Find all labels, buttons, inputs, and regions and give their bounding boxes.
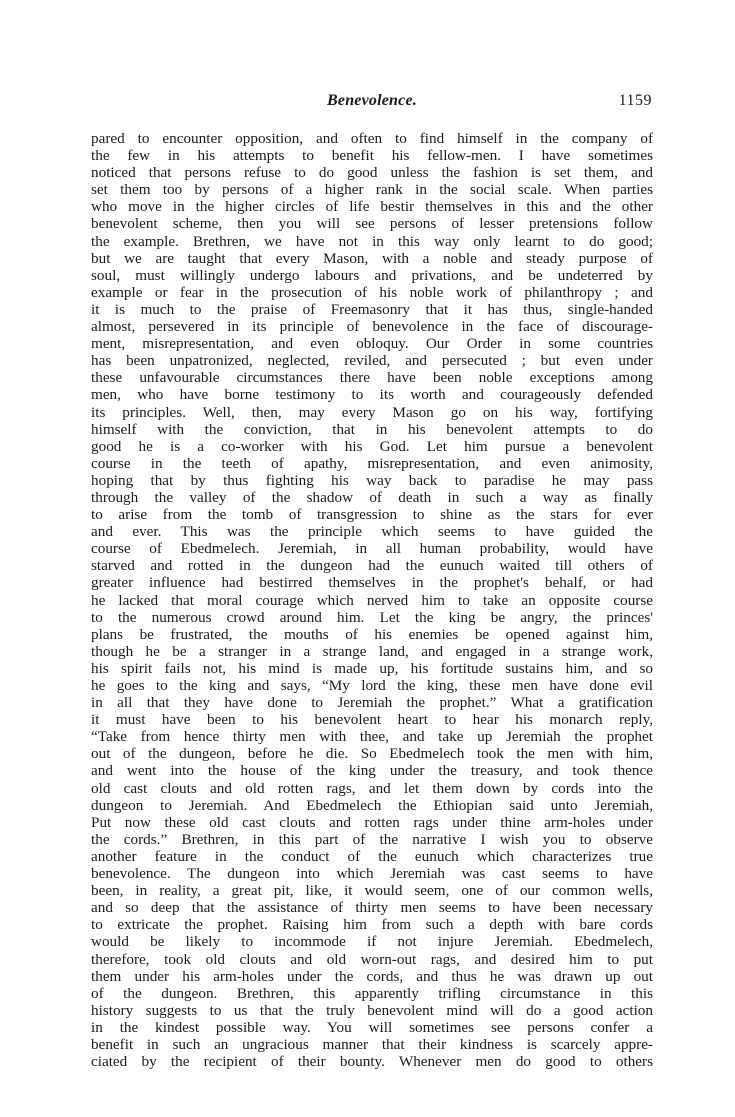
- text-line: he goes to the king and says, “My lord the king, these men have done evil: [91, 677, 653, 694]
- text-line: himself with the conviction, that in his benevolent attempts to do: [91, 420, 653, 438]
- text-line: ment, misrepresentation, and even obloquy. Our Order in some countries: [91, 335, 653, 353]
- text-line: to extricate the prophet. Raising him from such a depth with bare cords: [91, 916, 653, 934]
- running-title: Benevolence.: [327, 92, 417, 109]
- text-line: out of the dungeon, before he die. So Ebedmelech took the men with him,: [91, 745, 653, 763]
- text-line: old cast clouts and old rotten rags, and let them down by cords into the: [91, 779, 653, 797]
- text-line: in all that they have done to Jeremiah the prophet.” What a gratification: [91, 694, 653, 712]
- text-line: in the kindest possible way. You will sometimes see persons confer a: [91, 1018, 653, 1036]
- page-number: 1159: [618, 92, 652, 109]
- text-line: men, who have borne testimony to its worth and courageously defended: [91, 386, 653, 404]
- text-line: to the numerous crowd around him. Let the king be angry, the princes': [91, 608, 653, 626]
- text-line: but we are taught that every Mason, with a noble and steady purpose of: [91, 249, 653, 267]
- text-line: example or fear in the prosecution of his noble work of philanthropy ; and: [91, 283, 653, 301]
- text-line: who move in the higher circles of life bestir themselves in this and the other: [91, 198, 653, 216]
- text-line: almost, persevered in its principle of benevolence in the face of discourage-: [91, 318, 653, 336]
- text-line: and ever. This was the principle which seems to have guided the: [91, 523, 653, 541]
- text-line: and went into the house of the king under the treasury, and took thence: [91, 762, 653, 780]
- text-line: it is much to the praise of Freemasonry that it has thus, single-handed: [91, 300, 653, 318]
- text-line: another feature in the conduct of the eunuch which characterizes true: [91, 847, 653, 865]
- text-line: therefore, took old clouts and old worn-out rags, and desired him to put: [91, 950, 653, 968]
- text-line: “Take from hence thirty men with thee, and take up Jeremiah the prophet: [91, 728, 653, 746]
- text-line: history suggests to us that the truly benevolent mind will do a good action: [91, 1001, 653, 1019]
- text-line: he lacked that moral courage which nerved him to take an opposite course: [91, 591, 653, 609]
- text-line: his spirit fails not, his mind is made up, his fortitude sustains him, and so: [91, 659, 653, 677]
- text-line: course of Ebedmelech. Jeremiah, in all human probability, would have: [91, 540, 653, 558]
- text-line: pared to encounter opposition, and often to find himself in the company of: [91, 130, 653, 147]
- text-line: of the dungeon. Brethren, this apparently trifling circumstance in this: [91, 984, 653, 1002]
- text-line: and so deep that the assistance of thirty men seems to have been necessary: [91, 899, 653, 917]
- text-line: been, in reality, a great pit, like, it would seem, one of our common wells,: [91, 882, 653, 900]
- text-line: through the valley of the shadow of death in such a way as finally: [91, 488, 653, 506]
- text-line: Put now these old cast clouts and rotten rags under thine arm-holes under: [91, 813, 653, 831]
- text-line: hoping that by thus fighting his way back to paradise he may pass: [91, 471, 653, 489]
- text-line: though he be a stranger in a strange land, and engaged in a strange work,: [91, 642, 653, 660]
- text-line: its principles. Well, then, may every Mason go on his way, fortifying: [91, 403, 653, 421]
- text-line: plans be frustrated, the mouths of his enemies be opened against him,: [91, 625, 653, 643]
- text-line: noticed that persons refuse to do good unless the fashion is set them, and: [91, 164, 653, 182]
- text-line: dungeon to Jeremiah. And Ebedmelech the Ethiopian said unto Jeremiah,: [91, 796, 653, 814]
- body-text: [91, 130, 653, 1070]
- text-line: starved and rotted in the dungeon had the eunuch waited till others of: [91, 557, 653, 575]
- text-line: benevolence. The dungeon into which Jeremiah was cast seems to have: [91, 865, 653, 883]
- text-line: benefit in such an ungracious manner that their kindness is scarcely appre-: [91, 1035, 653, 1053]
- text-line: them under his arm-holes under the cords, and thus he was drawn up out: [91, 967, 653, 985]
- text-line: course in the teeth of apathy, misrepresentation, and even animosity,: [91, 454, 653, 472]
- text-line: to arise from the tomb of transgression to shine as the stars for ever: [91, 506, 653, 524]
- text-line: has been unpatronized, neglected, reviled, and persecuted ; but even under: [91, 352, 653, 370]
- text-line: it must have been to his benevolent heart to hear his monarch reply,: [91, 711, 653, 729]
- running-head: [92, 92, 652, 114]
- text-line: soul, must willingly undergo labours and privations, and be undeterred by: [91, 266, 653, 284]
- text-line: set them too by persons of a higher rank in the social scale. When parties: [91, 181, 653, 199]
- text-line: the example. Brethren, we have not in this way only learnt to do good;: [91, 232, 653, 250]
- text-line: greater influence had bestirred themselves in the prophet's behalf, or had: [91, 574, 653, 592]
- text-line: the cords.” Brethren, in this part of the narrative I wish you to observe: [91, 830, 653, 848]
- text-line: these unfavourable circumstances there have been noble exceptions among: [91, 369, 653, 387]
- text-line: the few in his attempts to benefit his fellow-men. I have sometimes: [91, 147, 653, 165]
- text-line: would be likely to incommode if not injure Jeremiah. Ebedmelech,: [91, 933, 653, 951]
- text-line: benevolent scheme, then you will see persons of lesser pretensions follow: [91, 215, 653, 233]
- text-line: ciated by the recipient of their bounty. Whenever men do good to others: [91, 1053, 653, 1071]
- text-line: good he is a co-worker with his God. Let him pursue a benevolent: [91, 437, 653, 455]
